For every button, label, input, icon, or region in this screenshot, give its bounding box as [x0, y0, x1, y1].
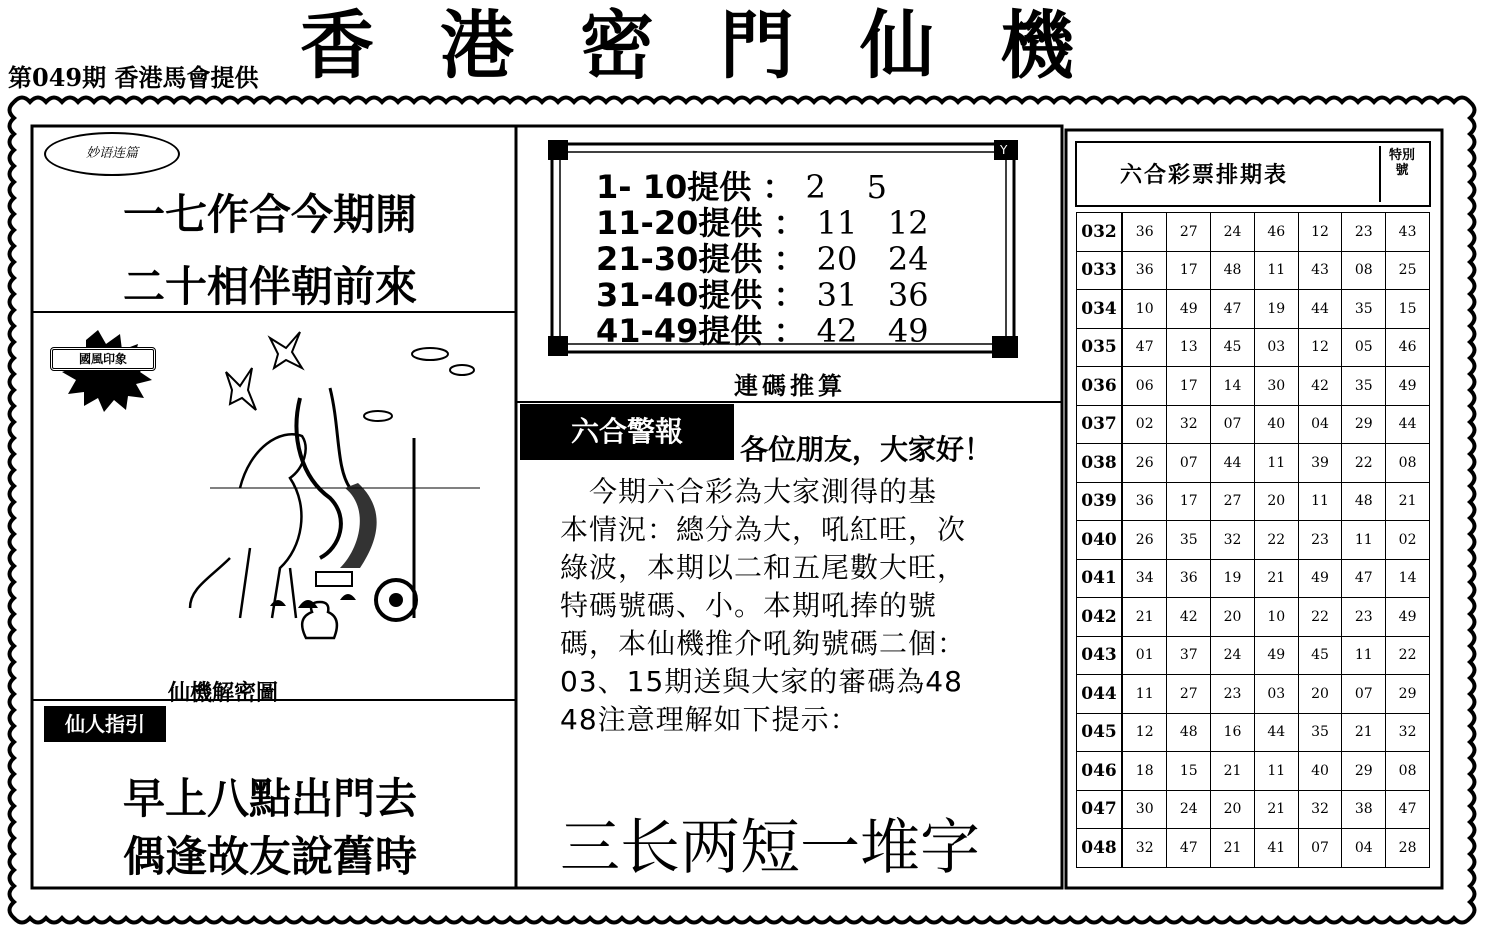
number-cell: 37 [1167, 636, 1211, 675]
number-cell: 23 [1342, 598, 1386, 637]
number-cell: 22 [1254, 521, 1298, 560]
number-cell: 21 [1122, 598, 1167, 637]
range-colon: ： [773, 276, 806, 314]
number-cell: 03 [1254, 675, 1298, 714]
number-cell: 30 [1254, 367, 1298, 406]
table-row [1077, 598, 1430, 637]
number-cell: 21 [1254, 790, 1298, 829]
number-cell: 32 [1122, 829, 1167, 868]
number-cell: 26 [1122, 444, 1167, 483]
number-cell: 25 [1386, 251, 1430, 290]
range-label: 41-49提供 [596, 312, 763, 350]
number-cell: 12 [1298, 328, 1342, 367]
range-colon: ： [773, 204, 806, 242]
table-row [1077, 367, 1430, 406]
number-cell: 44 [1386, 405, 1430, 444]
table-row [1077, 251, 1430, 290]
number-cell: 29 [1342, 405, 1386, 444]
number-cell: 40 [1298, 752, 1342, 791]
number-cell: 15 [1386, 290, 1430, 329]
number-cell: 04 [1342, 829, 1386, 868]
number-cell: 19 [1211, 559, 1255, 598]
number-cell: 44 [1211, 444, 1255, 483]
number-cell: 10 [1254, 598, 1298, 637]
number-cell: 20 [1211, 790, 1255, 829]
number-cell: 22 [1298, 598, 1342, 637]
number-cell: 15 [1167, 752, 1211, 791]
number-cell: 32 [1298, 790, 1342, 829]
number-cell: 35 [1342, 367, 1386, 406]
number-cell: 07 [1167, 444, 1211, 483]
number-cell: 49 [1254, 636, 1298, 675]
number-cell: 46 [1254, 213, 1298, 252]
number-cell: 32 [1167, 405, 1211, 444]
number-cell: 48 [1211, 251, 1255, 290]
number-cell: 30 [1122, 790, 1167, 829]
range-colon: ： [773, 312, 806, 350]
number-cell: 20 [1211, 598, 1255, 637]
range-colon: ： [773, 240, 806, 278]
body-line: 綠波，本期以二和五尾數大旺， [560, 551, 967, 584]
table-row [1077, 328, 1430, 367]
number-cell: 08 [1386, 752, 1430, 791]
number-cell: 24 [1167, 790, 1211, 829]
period-cell: 045 [1077, 713, 1123, 752]
number-cell: 38 [1342, 790, 1386, 829]
schedule-table [1076, 212, 1430, 868]
body-line: 本情況：總分為大，吼紅旺，次 [560, 513, 967, 546]
number-cell: 28 [1386, 829, 1430, 868]
number-cell: 23 [1211, 675, 1255, 714]
period-cell: 042 [1077, 598, 1123, 637]
number-cell: 23 [1298, 521, 1342, 560]
number-cell: 01 [1122, 636, 1167, 675]
period-cell: 039 [1077, 482, 1123, 521]
poem-line: 二十相伴朝前來 [122, 262, 417, 311]
number-cell: 49 [1386, 367, 1430, 406]
table-row [1077, 713, 1430, 752]
number-cell: 10 [1122, 290, 1167, 329]
number-cell: 19 [1254, 290, 1298, 329]
number-cell: 47 [1386, 790, 1430, 829]
period-cell: 046 [1077, 752, 1123, 791]
number-cell: 03 [1254, 328, 1298, 367]
range-numbers: 11 12 [816, 204, 929, 242]
guide-line: 早上八點出門去 [122, 774, 417, 823]
number-cell: 12 [1122, 713, 1167, 752]
period-cell: 036 [1077, 367, 1123, 406]
number-cell: 11 [1342, 521, 1386, 560]
special-number-label: 特別號 [1388, 148, 1415, 178]
number-cell: 21 [1211, 752, 1255, 791]
table-row [1077, 790, 1430, 829]
number-cell: 49 [1167, 290, 1211, 329]
number-cell: 39 [1298, 444, 1342, 483]
number-cell: 36 [1167, 559, 1211, 598]
number-cell: 08 [1386, 444, 1430, 483]
period-cell: 041 [1077, 559, 1123, 598]
range-label: 11-20提供 [596, 204, 763, 242]
number-cell: 32 [1386, 713, 1430, 752]
table-row [1077, 482, 1430, 521]
number-cell: 20 [1254, 482, 1298, 521]
table-title: 六合彩票排期表 [1120, 163, 1289, 188]
number-cell: 36 [1122, 213, 1167, 252]
body-line: 今期六合彩為大家測得的基 [560, 475, 938, 508]
number-cell: 11 [1254, 752, 1298, 791]
table-row [1077, 521, 1430, 560]
number-cell: 21 [1211, 829, 1255, 868]
number-cell: 29 [1342, 752, 1386, 791]
poem-line: 一七作合今期開 [122, 190, 417, 239]
number-cell: 11 [1298, 482, 1342, 521]
illustration-caption: 仙機解密圖 [168, 681, 279, 706]
period-cell: 043 [1077, 636, 1123, 675]
guide-label: 仙人指引 [44, 706, 166, 742]
illustration-badge: 國風印象 [50, 347, 156, 371]
range-numbers: 20 24 [816, 240, 929, 278]
page-title: 香港密門仙機 [300, 3, 1140, 89]
number-cell: 22 [1342, 444, 1386, 483]
alert-label: 六合警報 [520, 404, 734, 460]
number-cell: 42 [1167, 598, 1211, 637]
number-cell: 04 [1298, 405, 1342, 444]
range-label: 21-30提供 [596, 240, 763, 278]
svg-text:Y: Y [1000, 143, 1008, 157]
number-cell: 49 [1298, 559, 1342, 598]
number-cell: 06 [1122, 367, 1167, 406]
number-cell: 14 [1386, 559, 1430, 598]
number-cell: 36 [1122, 251, 1167, 290]
number-cell: 44 [1254, 713, 1298, 752]
table-row [1077, 636, 1430, 675]
body-line: 03、15期送與大家的審碼為48 [560, 665, 963, 698]
greeting: 各位朋友，大家好！ [740, 433, 993, 466]
number-cell: 27 [1211, 482, 1255, 521]
range-numbers: 31 36 [816, 276, 929, 314]
number-cell: 36 [1122, 482, 1167, 521]
slogan: 三长两短一堆字 [560, 813, 980, 883]
guide-line: 偶逢故友說舊時 [122, 832, 417, 881]
period-cell: 032 [1077, 213, 1123, 252]
number-cell: 21 [1386, 482, 1430, 521]
number-cell: 07 [1342, 675, 1386, 714]
number-cell: 35 [1167, 521, 1211, 560]
number-cell: 41 [1254, 829, 1298, 868]
number-cell: 12 [1298, 213, 1342, 252]
body-line: 碼，本仙機推介吼夠號碼二個： [560, 627, 967, 660]
number-cell: 02 [1122, 405, 1167, 444]
number-cell: 17 [1167, 482, 1211, 521]
number-cell: 44 [1298, 290, 1342, 329]
number-cell: 24 [1211, 636, 1255, 675]
period-cell: 033 [1077, 251, 1123, 290]
period-cell: 034 [1077, 290, 1123, 329]
table-row [1077, 444, 1430, 483]
number-cell: 46 [1386, 328, 1430, 367]
number-cell: 42 [1298, 367, 1342, 406]
number-cell: 47 [1122, 328, 1167, 367]
number-cell: 34 [1122, 559, 1167, 598]
number-cell: 47 [1342, 559, 1386, 598]
period-cell: 035 [1077, 328, 1123, 367]
number-cell: 08 [1342, 251, 1386, 290]
number-cell: 07 [1298, 829, 1342, 868]
range-numbers: 2 5 [805, 168, 887, 206]
mystery-illustration [40, 318, 510, 674]
range-label: 31-40提供 [596, 276, 763, 314]
range-colon: ： [762, 168, 795, 206]
number-cell: 21 [1342, 713, 1386, 752]
period-cell: 047 [1077, 790, 1123, 829]
number-cell: 02 [1386, 521, 1430, 560]
number-cell: 26 [1122, 521, 1167, 560]
body-line: 48注意理解如下提示： [560, 703, 859, 736]
number-cell: 05 [1342, 328, 1386, 367]
lianma-title: 連碼推算 [734, 372, 846, 400]
number-cell: 49 [1386, 598, 1430, 637]
table-row [1077, 675, 1430, 714]
number-cell: 35 [1342, 290, 1386, 329]
number-cell: 45 [1298, 636, 1342, 675]
number-cell: 27 [1167, 675, 1211, 714]
number-cell: 48 [1167, 713, 1211, 752]
number-cell: 21 [1254, 559, 1298, 598]
number-cell: 11 [1254, 251, 1298, 290]
table-row [1077, 290, 1430, 329]
number-cell: 13 [1167, 328, 1211, 367]
number-cell: 17 [1167, 367, 1211, 406]
period-cell: 048 [1077, 829, 1123, 868]
number-cell: 11 [1122, 675, 1167, 714]
table-row [1077, 829, 1430, 868]
range-numbers: 42 49 [816, 312, 929, 350]
number-cell: 23 [1342, 213, 1386, 252]
number-cell: 32 [1211, 521, 1255, 560]
issue-label: 第049期 香港馬會提供 [8, 63, 259, 92]
period-cell: 044 [1077, 675, 1123, 714]
period-cell: 037 [1077, 405, 1123, 444]
number-cell: 07 [1211, 405, 1255, 444]
number-cell: 11 [1254, 444, 1298, 483]
range-label: 1- 10提供 [596, 168, 752, 206]
number-cell: 24 [1211, 213, 1255, 252]
table-row [1077, 559, 1430, 598]
number-cell: 47 [1167, 829, 1211, 868]
poem-tag: 妙语连篇 [44, 132, 180, 176]
number-cell: 29 [1386, 675, 1430, 714]
table-row [1077, 405, 1430, 444]
number-cell: 18 [1122, 752, 1167, 791]
number-cell: 43 [1298, 251, 1342, 290]
number-cell: 47 [1211, 290, 1255, 329]
number-cell: 14 [1211, 367, 1255, 406]
number-cell: 40 [1254, 405, 1298, 444]
number-cell: 27 [1167, 213, 1211, 252]
number-cell: 16 [1211, 713, 1255, 752]
number-cell: 20 [1298, 675, 1342, 714]
number-cell: 22 [1386, 636, 1430, 675]
number-cell: 11 [1342, 636, 1386, 675]
number-cell: 48 [1342, 482, 1386, 521]
table-row [1077, 752, 1430, 791]
period-cell: 040 [1077, 521, 1123, 560]
body-line: 特碼號碼、小。本期吼捧的號 [560, 589, 938, 622]
range-row [596, 306, 929, 352]
number-cell: 35 [1298, 713, 1342, 752]
number-cell: 43 [1386, 213, 1430, 252]
number-cell: 45 [1211, 328, 1255, 367]
period-cell: 038 [1077, 444, 1123, 483]
number-cell: 17 [1167, 251, 1211, 290]
table-row [1077, 213, 1430, 252]
